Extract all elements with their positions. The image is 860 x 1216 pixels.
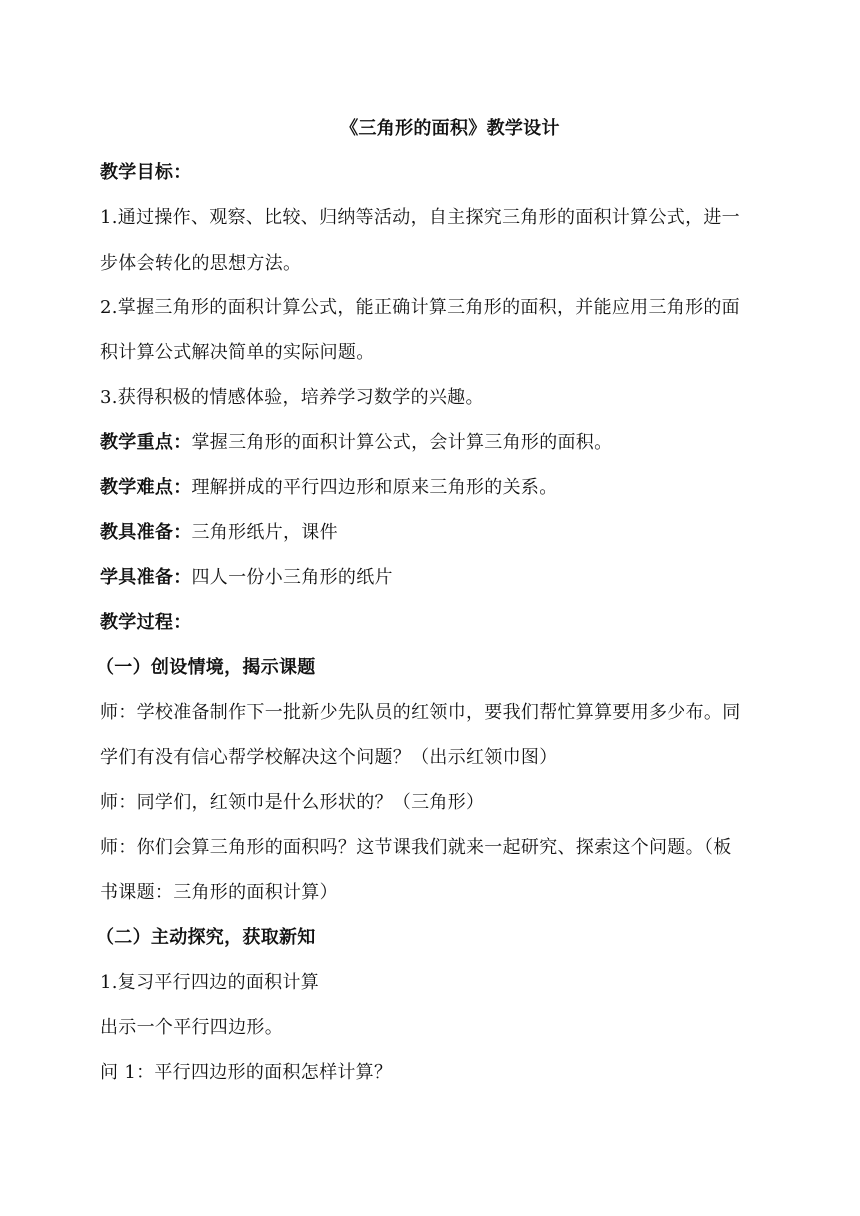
section-2-p3: 问 1：平行四边形的面积怎样计算？ xyxy=(100,1062,393,1083)
section-1-p3-line-1: 师：你们会算三角形的面积吗？这节课我们就来一起研究、探索这个问题。（板 xyxy=(100,837,732,858)
section-1-p1-line-2: 学们有没有信心帮学校解决这个问题？（出示红领巾图） xyxy=(100,747,558,768)
section-2-p2: 出示一个平行四边形。 xyxy=(100,1017,283,1038)
key-point xyxy=(100,431,800,455)
section-1-p2: 师：同学们，红领巾是什么形状的？（三角形） xyxy=(100,792,485,813)
teacher-tools-label: 教具准备： xyxy=(100,522,192,543)
difficult-point-label: 教学难点： xyxy=(100,477,192,498)
section-1-p1-line-1: 师：学校准备制作下一批新少先队员的红领巾，要我们帮忙算算要用多少布。同 xyxy=(100,702,741,723)
goal-2-line-1: 2.掌握三角形的面积计算公式，能正确计算三角形的面积，并能应用三角形的面 xyxy=(100,297,740,318)
section-1-heading: （一）创设情境，揭示课题 xyxy=(96,657,316,678)
section-2-p1: 1.复习平行四边的面积计算 xyxy=(100,972,320,993)
section-1-p3-line-2: 书课题：三角形的面积计算） xyxy=(100,882,338,903)
goal-2-line-2: 积计算公式解决简单的实际问题。 xyxy=(100,342,375,363)
student-tools-text: 四人一份小三角形的纸片 xyxy=(191,567,393,588)
goals-heading: 教学目标： xyxy=(100,162,192,183)
key-point-text: 掌握三角形的面积计算公式，会计算三角形的面积。 xyxy=(191,432,613,453)
key-point-label: 教学重点： xyxy=(100,432,192,453)
student-tools xyxy=(100,566,800,590)
teacher-tools-text: 三角形纸片，课件 xyxy=(191,522,338,543)
difficult-point-text: 理解拼成的平行四边形和原来三角形的关系。 xyxy=(191,477,558,498)
section-2-heading: （二）主动探究，获取新知 xyxy=(96,927,316,948)
page-title: 《三角形的面积》教学设计 xyxy=(340,118,560,139)
process-heading: 教学过程： xyxy=(100,612,192,633)
goal-1-line-1: 1.通过操作、观察、比较、归纳等活动，自主探究三角形的面积计算公式，进一 xyxy=(100,207,740,228)
teacher-tools xyxy=(100,521,800,545)
difficult-point xyxy=(100,476,800,500)
goal-3: 3.获得积极的情感体验，培养学习数学的兴趣。 xyxy=(100,387,484,408)
student-tools-label: 学具准备： xyxy=(100,567,192,588)
goal-1-line-2: 步体会转化的思想方法。 xyxy=(100,253,302,274)
